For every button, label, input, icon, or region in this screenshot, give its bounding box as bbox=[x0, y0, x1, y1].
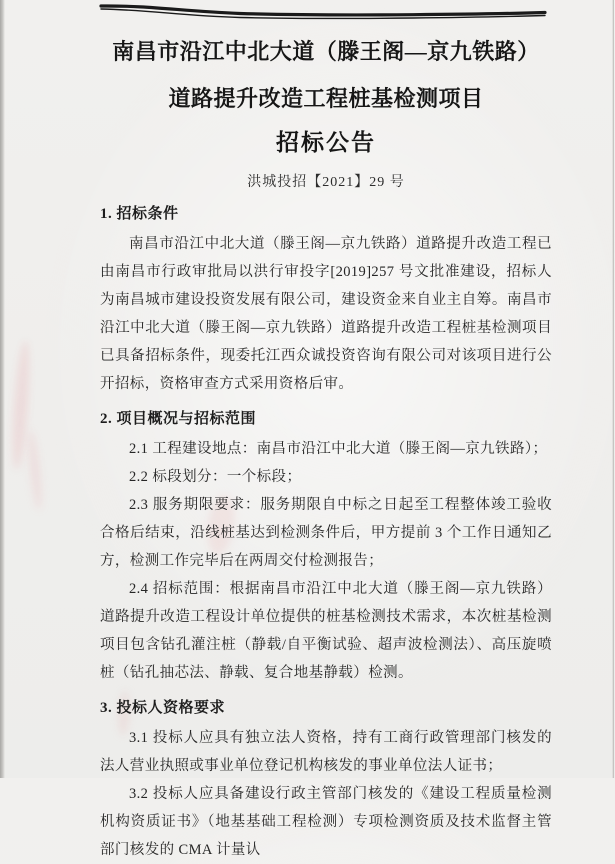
section-2-paragraph-3: 2.3 服务期限要求：服务期限自中标之日起至工程整体竣工验收合格后结束，沿线桩基达到检测条件后，甲方提前 3 个工作日通知乙方，检测工作完毕后在两周交付检测报告； bbox=[100, 497, 552, 569]
section-2-heading: 2. 项目概况与招标范围 bbox=[100, 411, 257, 427]
section-1-heading: 1. 招标条件 bbox=[100, 206, 179, 222]
section-2-paragraph-2: 2.2 标段划分：一个标段； bbox=[129, 469, 302, 485]
section-2-paragraph-4: 2.4 招标范围：根据南昌市沿江中北大道（滕王阁—京九铁路）道路提升改造工程设计单位提供的桩基检测技术需求，本次桩基检测项目包含钻孔灌注桩（静载/自平衡试验、超声波检测法）、高压旋喷桩（钻孔抽芯法、静载、复合地基静载）检测。 bbox=[100, 581, 552, 681]
section-1-paragraph-1: 南昌市沿江中北大道（滕王阁—京九铁路）道路提升改造工程已由南昌市行政审批局以洪行审投字[2019]257 号文批准建设，招标人为南昌城市建设投资发展有限公司，建设资金来自业主自筹。南昌市沿江中北大道（滕王阁—京九铁路）道路提升改造工程桩基检测项目已具备招标条件，现委托江西众诚投资咨询有限公司对该项目进行公开招标，资格审查方式采用资格后审。 bbox=[100, 236, 552, 392]
scan-artifact bbox=[9, 340, 32, 471]
document-number: 洪城投招【2021】29 号 bbox=[247, 175, 405, 190]
document-content bbox=[100, 28, 552, 864]
section-3-heading: 3. 投标人资格要求 bbox=[100, 700, 226, 716]
scan-edge-right bbox=[612, 0, 614, 778]
scan-artifact bbox=[26, 430, 44, 511]
document-title-line-2: 道路提升改造工程桩基检测项目 bbox=[168, 86, 484, 111]
document-title-line-1: 南昌市沿江中北大道（滕王阁—京九铁路） bbox=[112, 39, 540, 64]
section-3-paragraph-2: 3.2 投标人应具备建设行政主管部门核发的《建设工程质量检测机构资质证书》（地基基础工程检测）专项检测资质及技术监督主管部门核发的 CMA 计量认 bbox=[100, 786, 552, 858]
section-3-paragraph-1: 3.1 投标人应具有独立法人资格，持有工商行政管理部门核发的法人营业执照或事业单位登记机构核发的事业单位法人证书； bbox=[100, 730, 552, 774]
document-subtitle: 招标公告 bbox=[276, 130, 376, 155]
header-double-rule bbox=[95, 2, 551, 22]
scan-edge-left bbox=[0, 0, 5, 778]
section-2-paragraph-1: 2.1 工程建设地点：南昌市沿江中北大道（滕王阁—京九铁路）； bbox=[129, 441, 548, 457]
